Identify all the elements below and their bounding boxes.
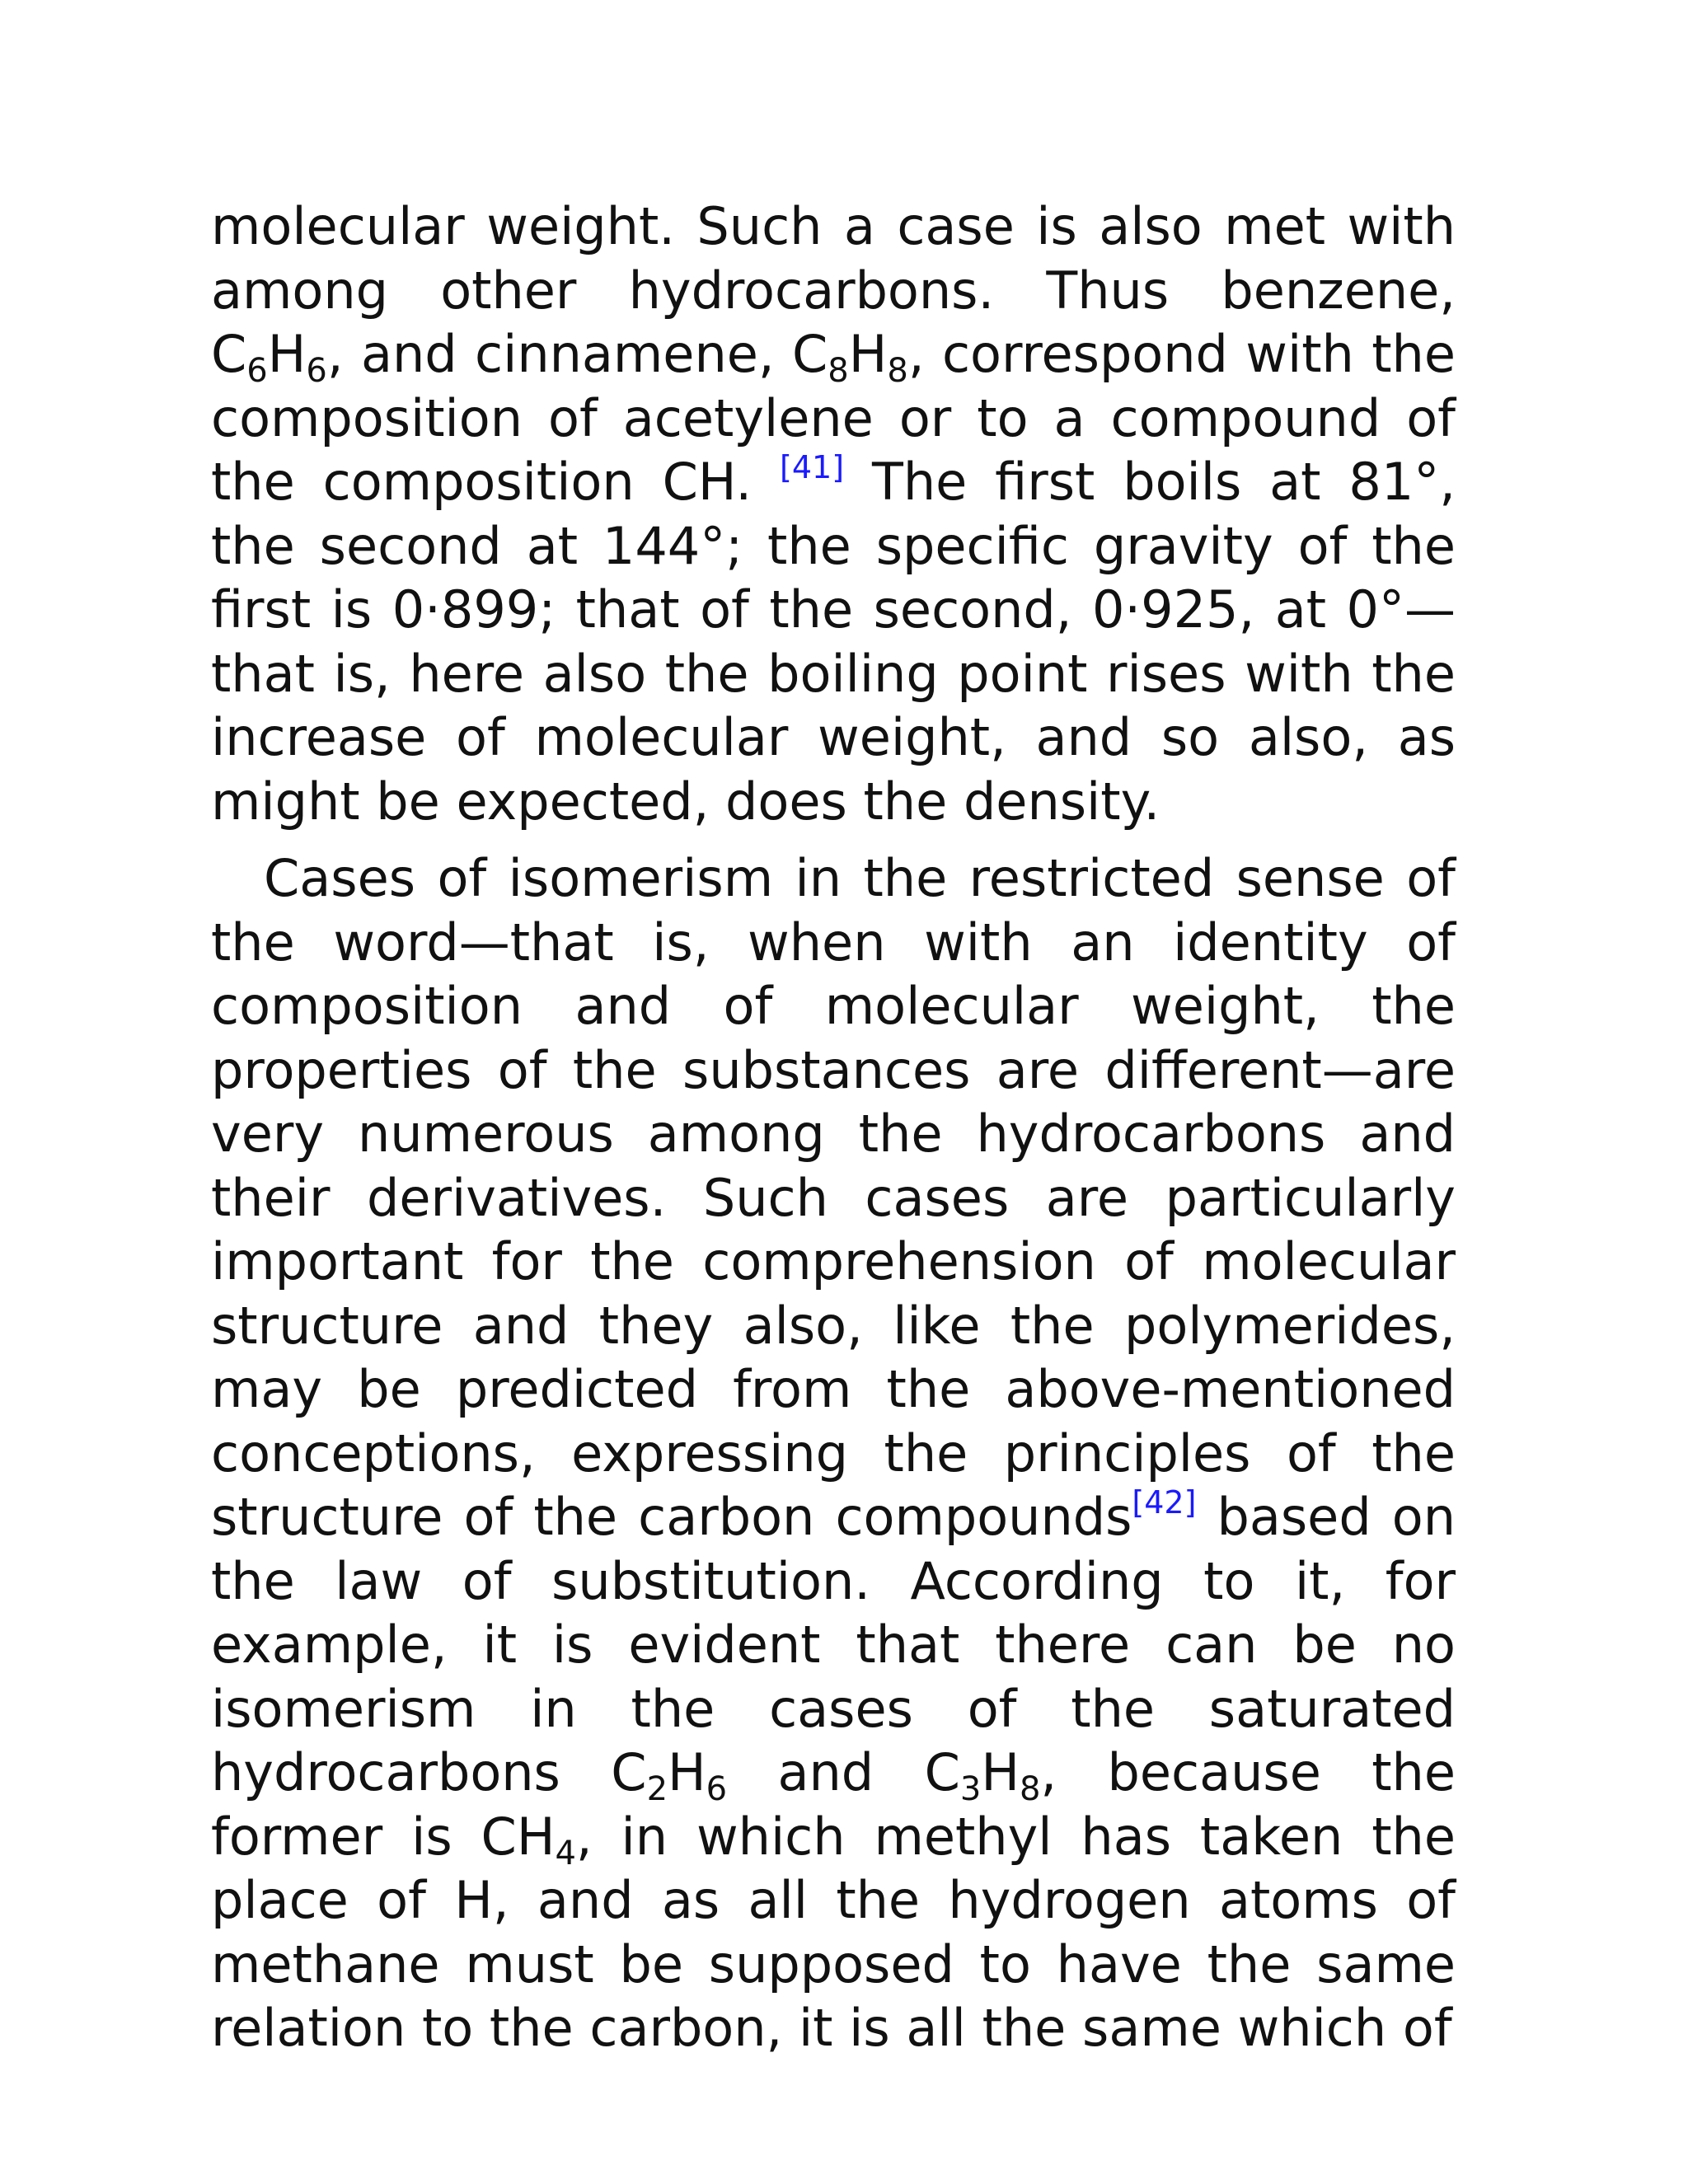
formula-subscript: 6 bbox=[706, 1770, 728, 1808]
footnote-ref-link[interactable]: [41] bbox=[780, 449, 845, 485]
text-run: molecular weight. Such a case is also met with among other hydrocarbons. Thus benzene, bbox=[211, 196, 1456, 321]
text-run: based on the law of substitution. According to it, for example, it is evident that there can be no isomerism in the cases of the saturated hydrocarbons bbox=[211, 1487, 1456, 1802]
formula-subscript: 8 bbox=[887, 352, 908, 390]
formula-element: C bbox=[924, 1742, 960, 1802]
formula-element: H bbox=[267, 324, 307, 384]
formula-subscript: 6 bbox=[306, 352, 327, 390]
formula-subscript: 8 bbox=[828, 352, 849, 390]
chemical-formula bbox=[481, 1806, 576, 1872]
paragraph-2 bbox=[211, 846, 1456, 2060]
formula-subscript: 3 bbox=[959, 1770, 982, 1808]
formula-element: C bbox=[211, 324, 247, 384]
formula-element: CH bbox=[481, 1806, 556, 1867]
formula-element: C bbox=[611, 1742, 647, 1802]
chemical-formula bbox=[792, 324, 908, 390]
text-run: Cases of isomerism in the restricted sense of the word—that is, when with an identity of composition and of molecular weight, the properties of the substances are different—are very numerous among the hydrocarbons and their derivatives. Such cases are particularly important for the comprehension of molecular structure and they also, like the polymerides, may be predicted from the above-mentioned conceptions, expressing the principles of the structure of the carbon compounds bbox=[211, 848, 1456, 1547]
chemical-formula bbox=[211, 324, 327, 390]
paragraph-1 bbox=[211, 194, 1456, 833]
formula-element: H bbox=[848, 324, 888, 384]
text-run: , in which methyl has taken the place of H, and as all the hydrogen atoms of methane must be supposed to have the same relation to the carbon, it is all the same which of bbox=[211, 1806, 1456, 2058]
text-run: and bbox=[727, 1742, 925, 1802]
formula-element: C bbox=[792, 324, 828, 384]
chemical-formula bbox=[611, 1742, 728, 1808]
formula-element: H bbox=[668, 1742, 706, 1802]
footnote-ref-link[interactable]: [42] bbox=[1132, 1484, 1197, 1521]
formula-element: H bbox=[981, 1742, 1020, 1802]
chemical-formula bbox=[924, 1742, 1041, 1808]
text-run: , and cinnamene, bbox=[326, 324, 792, 384]
text-run: The first boils at 81°, the second at 144°; the specific gravity of the first is 0·899; that of the second, 0·925, at 0°—that is, here also the boiling point rises with the increase of molecular weight, and so also, as might be expected, does the density. bbox=[211, 452, 1456, 832]
formula-subscript: 4 bbox=[555, 1834, 576, 1872]
text-run: , correspond with the composition of acetylene or to a compound of the composition CH. bbox=[211, 324, 1456, 512]
formula-subscript: 2 bbox=[646, 1770, 668, 1808]
formula-subscript: 6 bbox=[246, 352, 268, 390]
document-page bbox=[211, 194, 1456, 2060]
formula-subscript: 8 bbox=[1019, 1770, 1041, 1808]
text-run: , because the former is bbox=[211, 1742, 1456, 1867]
